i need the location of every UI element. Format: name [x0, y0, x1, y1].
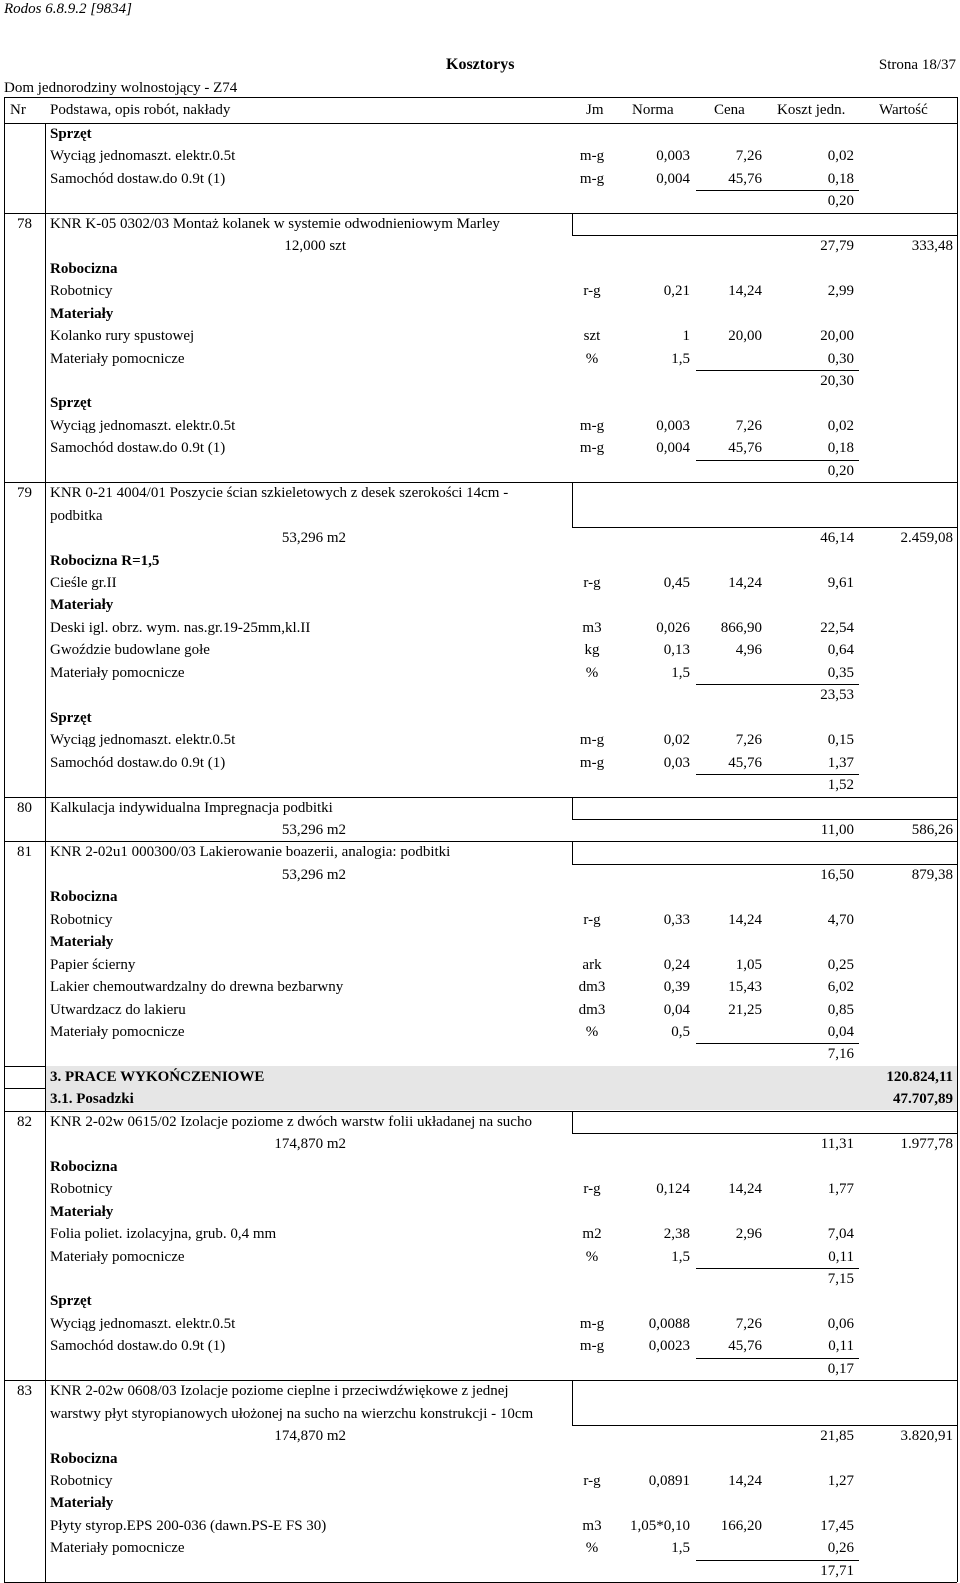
- col-header-cena: Cena: [714, 102, 745, 118]
- resource-name: Materiały pomocnicze: [50, 1248, 185, 1265]
- doc-title: Kosztorys: [446, 56, 515, 73]
- resource-norm: 1: [682, 328, 690, 345]
- resource-category: Robocizna R=1,5: [50, 552, 160, 569]
- position-value: 586,26: [911, 821, 953, 838]
- section-header-band: [46, 1088, 957, 1110]
- resource-name: Kolanko rury spustowej: [50, 328, 195, 345]
- resource-price: 14,24: [728, 575, 762, 591]
- resource-cost: 2,99: [827, 283, 854, 300]
- resource-unit: m-g: [579, 440, 605, 457]
- resource-cost: 0,11: [828, 1338, 854, 1355]
- resource-unit: m-g: [579, 754, 605, 771]
- resource-category: Materiały: [50, 1203, 114, 1220]
- position-description: warstwy płyt styropianowych ułożonej na sucho na wierzchu konstrukcji - 10cm: [50, 1405, 534, 1422]
- subtotal-cost: 0,20: [827, 193, 854, 210]
- resource-unit: r-g: [583, 575, 601, 591]
- resource-cost: 0,18: [827, 440, 854, 457]
- resource-norm: 0,33: [663, 911, 690, 928]
- position-unit-cost: 46,14: [820, 530, 854, 547]
- resource-unit: m3: [582, 1517, 602, 1534]
- col-header-nr: Nr: [10, 102, 26, 118]
- col-header-wartosc: Wartość: [879, 102, 928, 118]
- col-header-podstawa: Podstawa, opis robót, nakłady: [50, 102, 231, 118]
- resource-price: 14,24: [728, 283, 762, 300]
- resource-norm: 0,124: [656, 1181, 690, 1198]
- resource-unit: %: [585, 1024, 599, 1040]
- resource-price: 14,24: [728, 911, 762, 928]
- resource-cost: 7,04: [827, 1226, 854, 1243]
- resource-norm: 0,5: [671, 1024, 690, 1040]
- resource-name: Robotnicy: [50, 1181, 113, 1198]
- section-title: 3.1. Posadzki: [50, 1091, 134, 1108]
- resource-price: 45,76: [728, 170, 762, 187]
- resource-category: Materiały: [50, 597, 114, 614]
- resource-unit: szt: [583, 328, 601, 345]
- position-description: KNR K-05 0302/03 Montaż kolanek w systemie odwodnieniowym Marley: [50, 215, 500, 232]
- description-box-right: [572, 213, 573, 235]
- header-rule-bottom: [4, 123, 957, 124]
- resource-name: Materiały pomocnicze: [50, 350, 185, 367]
- position-value: 879,38: [911, 866, 953, 883]
- position-quantity: 12,000 szt: [284, 238, 346, 255]
- resource-name: Samochód dostaw.do 0.9t (1): [50, 440, 226, 457]
- resource-name: Robotnicy: [50, 283, 113, 300]
- resource-unit: dm3: [578, 979, 606, 996]
- description-box-right: [572, 1111, 573, 1133]
- description-box-bottom: [572, 1133, 957, 1134]
- resource-unit: dm3: [578, 1001, 606, 1018]
- resource-unit: %: [585, 350, 599, 367]
- resource-norm: 1,05*0,10: [630, 1517, 690, 1534]
- resource-price: 7,26: [735, 1315, 762, 1332]
- position-number: 83: [17, 1383, 32, 1400]
- resource-category: Materiały: [50, 934, 114, 951]
- position-description: podbitka: [50, 507, 103, 524]
- position-quantity: 174,870 m2: [274, 1428, 346, 1445]
- header-border-left: [4, 97, 5, 123]
- position-unit-cost: 11,31: [820, 1136, 854, 1153]
- position-value: 333,48: [911, 238, 953, 255]
- resource-category: Materiały: [50, 1495, 114, 1512]
- position-unit-cost: 21,85: [820, 1428, 854, 1445]
- position-separator: [4, 482, 957, 483]
- position-value: 2.459,08: [900, 530, 953, 547]
- resource-name: Samochód dostaw.do 0.9t (1): [50, 1338, 226, 1355]
- col-header-norma: Norma: [632, 102, 674, 118]
- resource-norm: 0,003: [656, 417, 690, 434]
- resource-price: 20,00: [728, 328, 762, 345]
- subtotal-cost: 20,30: [820, 372, 854, 389]
- position-number: 81: [17, 844, 32, 861]
- subtotal-cost: 17,71: [820, 1562, 854, 1579]
- resource-norm: 0,02: [663, 732, 690, 749]
- resource-norm: 0,0088: [648, 1315, 690, 1332]
- resource-norm: 0,0891: [648, 1473, 690, 1489]
- resource-name: Utwardzacz do lakieru: [50, 1001, 186, 1018]
- resource-name: Materiały pomocnicze: [50, 664, 185, 681]
- subtotal-cost: 7,16: [827, 1046, 854, 1063]
- subtotal-cost: 0,20: [827, 462, 854, 479]
- resource-norm: 2,38: [663, 1226, 690, 1243]
- resource-cost: 1,37: [827, 754, 854, 771]
- position-quantity: 53,296 m2: [281, 866, 346, 883]
- subtotal-cost: 23,53: [820, 687, 854, 704]
- description-box-bottom: [572, 1425, 957, 1426]
- resource-price: 1,05: [735, 956, 762, 973]
- description-box-bottom: [572, 527, 957, 528]
- project-name: Dom jednorodziny wolnostojący - Z74: [4, 80, 238, 96]
- subtotal-rule: [696, 1043, 859, 1044]
- subtotal-rule: [696, 370, 859, 371]
- resource-unit: ark: [582, 956, 602, 973]
- resource-category: Sprzęt: [50, 709, 92, 726]
- position-description: KNR 2-02w 0615/02 Izolacje poziome z dwóch warstw folii układanej na sucho: [50, 1113, 532, 1130]
- resource-name: Wyciąg jednomaszt. elektr.0.5t: [50, 148, 236, 165]
- resource-price: 21,25: [728, 1001, 762, 1018]
- position-description: KNR 2-02w 0608/03 Izolacje poziome cieplne i przeciwdźwiękowe z jednej: [50, 1383, 509, 1400]
- resource-cost: 17,45: [820, 1517, 854, 1534]
- resource-norm: 1,5: [671, 1540, 690, 1557]
- resource-unit: m-g: [579, 148, 605, 165]
- resource-unit: m-g: [579, 1315, 605, 1332]
- resource-price: 15,43: [728, 979, 762, 996]
- subtotal-cost: 7,15: [827, 1270, 854, 1287]
- subtotal-rule: [696, 774, 859, 775]
- resource-unit: m-g: [579, 170, 605, 187]
- section-title: 3. PRACE WYKOŃCZENIOWE: [50, 1068, 265, 1085]
- description-box-right: [572, 1380, 573, 1425]
- resource-name: Robotnicy: [50, 911, 113, 928]
- resource-norm: 0,004: [656, 170, 690, 187]
- resource-norm: 0,003: [656, 148, 690, 165]
- position-quantity: 53,296 m2: [281, 530, 346, 547]
- table-border-right: [957, 123, 958, 1582]
- resource-name: Deski igl. obrz. wym. nas.gr.19-25mm,kl.II: [50, 619, 311, 636]
- resource-cost: 0,18: [827, 170, 854, 187]
- resource-unit: r-g: [583, 1473, 601, 1489]
- resource-name: Materiały pomocnicze: [50, 1024, 185, 1040]
- resource-name: Papier ścierny: [50, 956, 136, 973]
- resource-name: Folia poliet. izolacyjna, grub. 0,4 mm: [50, 1226, 277, 1243]
- subtotal-cost: 0,17: [827, 1360, 854, 1377]
- resource-name: Materiały pomocnicze: [50, 1540, 185, 1557]
- position-separator: [4, 841, 957, 842]
- resource-price: 166,20: [720, 1517, 762, 1534]
- resource-price: 45,76: [728, 440, 762, 457]
- resource-cost: 0,06: [827, 1315, 854, 1332]
- resource-cost: 22,54: [820, 619, 854, 636]
- resource-cost: 0,25: [827, 956, 854, 973]
- resource-cost: 0,64: [827, 642, 854, 659]
- subtotal-rule: [696, 190, 859, 191]
- resource-unit: %: [585, 1248, 599, 1265]
- header-border-right: [957, 97, 958, 123]
- resource-name: Gwoździe budowlane gołe: [50, 642, 210, 659]
- resource-cost: 9,61: [827, 575, 854, 591]
- position-value: 3.820,91: [900, 1428, 953, 1445]
- resource-name: Robotnicy: [50, 1473, 113, 1489]
- resource-unit: r-g: [583, 911, 601, 928]
- subtotal-rule: [696, 1268, 859, 1269]
- resource-name: Płyty styrop.EPS 200-036 (dawn.PS-E FS 30): [50, 1517, 327, 1534]
- resource-price: 4,96: [735, 642, 762, 659]
- description-box-right: [572, 482, 573, 527]
- resource-price: 7,26: [735, 148, 762, 165]
- resource-price: 45,76: [728, 754, 762, 771]
- resource-cost: 4,70: [827, 911, 854, 928]
- resource-category: Materiały: [50, 305, 114, 322]
- description-box-right: [572, 797, 573, 819]
- resource-norm: 1,5: [671, 350, 690, 367]
- resource-unit: m-g: [579, 417, 605, 434]
- resource-category: Sprzęt: [50, 126, 92, 142]
- resource-name: Lakier chemoutwardzalny do drewna bezbarwny: [50, 979, 344, 996]
- description-box-bottom: [572, 819, 957, 820]
- resource-cost: 0,02: [827, 148, 854, 165]
- resource-name: Wyciąg jednomaszt. elektr.0.5t: [50, 732, 236, 749]
- resource-norm: 1,5: [671, 1248, 690, 1265]
- position-unit-cost: 16,50: [820, 866, 854, 883]
- resource-name: Cieśle gr.II: [50, 575, 117, 591]
- subtotal-rule: [696, 684, 859, 685]
- position-number: 80: [17, 799, 32, 816]
- position-description: KNR 2-02u1 000300/03 Lakierowanie boazerii, analogia: podbitki: [50, 844, 451, 861]
- resource-unit: r-g: [583, 283, 601, 300]
- resource-norm: 0,45: [663, 575, 690, 591]
- resource-cost: 0,26: [827, 1540, 854, 1557]
- resource-unit: %: [585, 1540, 599, 1557]
- position-value: 1.977,78: [900, 1136, 953, 1153]
- resource-norm: 0,03: [663, 754, 690, 771]
- resource-unit: m3: [582, 619, 602, 636]
- position-description: KNR 0-21 4004/01 Poszycie ścian szkieletowych z desek szerokości 14cm -: [50, 485, 509, 502]
- resource-norm: 0,21: [663, 283, 690, 300]
- section-value: 120.824,11: [886, 1068, 953, 1085]
- page-label: Strona 18/37: [878, 57, 956, 73]
- resource-price: 7,26: [735, 732, 762, 749]
- description-box-right: [572, 841, 573, 864]
- resource-category: Robocizna: [50, 260, 118, 277]
- resource-price: 14,24: [728, 1473, 762, 1489]
- resource-norm: 0,39: [663, 979, 690, 996]
- resource-category: Robocizna: [50, 1450, 118, 1467]
- resource-category: Sprzęt: [50, 395, 92, 412]
- resource-unit: %: [585, 664, 599, 681]
- position-quantity: 174,870 m2: [274, 1136, 346, 1153]
- resource-name: Samochód dostaw.do 0.9t (1): [50, 170, 226, 187]
- resource-name: Samochód dostaw.do 0.9t (1): [50, 754, 226, 771]
- resource-norm: 0,004: [656, 440, 690, 457]
- position-unit-cost: 11,00: [820, 821, 854, 838]
- resource-norm: 0,0023: [648, 1338, 690, 1355]
- resource-cost: 0,30: [827, 350, 854, 367]
- resource-cost: 1,27: [827, 1473, 854, 1489]
- position-description: Kalkulacja indywidualna Impregnacja podbitki: [50, 799, 333, 816]
- description-box-bottom: [572, 235, 957, 236]
- position-number: 79: [17, 485, 32, 502]
- resource-price: 7,26: [735, 417, 762, 434]
- position-number: 82: [17, 1113, 32, 1130]
- resource-unit: m-g: [579, 1338, 605, 1355]
- col-header-jm: Jm: [586, 102, 604, 118]
- resource-unit: kg: [584, 642, 600, 659]
- position-separator: [4, 1380, 957, 1381]
- nr-column-divider: [45, 123, 46, 1582]
- header-rule-top: [4, 97, 957, 98]
- resource-cost: 0,02: [827, 417, 854, 434]
- resource-unit: m2: [582, 1226, 602, 1243]
- position-number: 78: [17, 215, 32, 232]
- table-border-left: [4, 123, 5, 1582]
- resource-norm: 0,13: [663, 642, 690, 659]
- resource-price: 2,96: [735, 1226, 762, 1243]
- resource-cost: 6,02: [827, 979, 854, 996]
- resource-norm: 0,24: [663, 956, 690, 973]
- position-unit-cost: 27,79: [820, 238, 854, 255]
- resource-norm: 0,04: [663, 1001, 690, 1018]
- resource-cost: 0,35: [827, 664, 854, 681]
- resource-unit: r-g: [583, 1181, 601, 1198]
- position-quantity: 53,296 m2: [281, 821, 346, 838]
- resource-price: 45,76: [728, 1338, 762, 1355]
- description-box-bottom: [572, 864, 957, 865]
- resource-cost: 1,77: [827, 1181, 854, 1198]
- subtotal-cost: 1,52: [827, 777, 854, 794]
- resource-category: Robocizna: [50, 889, 118, 906]
- resource-unit: m-g: [579, 732, 605, 749]
- resource-cost: 0,11: [828, 1248, 854, 1265]
- resource-norm: 1,5: [671, 664, 690, 681]
- col-header-koszt: Koszt jedn.: [777, 102, 846, 118]
- resource-price: 14,24: [728, 1181, 762, 1198]
- app-label: Rodos 6.8.9.2 [9834]: [4, 1, 132, 17]
- resource-category: Sprzęt: [50, 1293, 92, 1310]
- resource-cost: 20,00: [820, 328, 854, 345]
- resource-name: Wyciąg jednomaszt. elektr.0.5t: [50, 417, 236, 434]
- resource-cost: 0,15: [827, 732, 854, 749]
- resource-price: 866,90: [720, 619, 762, 636]
- resource-cost: 0,85: [827, 1001, 854, 1018]
- resource-name: Wyciąg jednomaszt. elektr.0.5t: [50, 1315, 236, 1332]
- resource-category: Robocizna: [50, 1158, 118, 1175]
- section-value: 47.707,89: [893, 1091, 953, 1108]
- resource-cost: 0,04: [827, 1024, 854, 1040]
- resource-norm: 0,026: [656, 619, 690, 636]
